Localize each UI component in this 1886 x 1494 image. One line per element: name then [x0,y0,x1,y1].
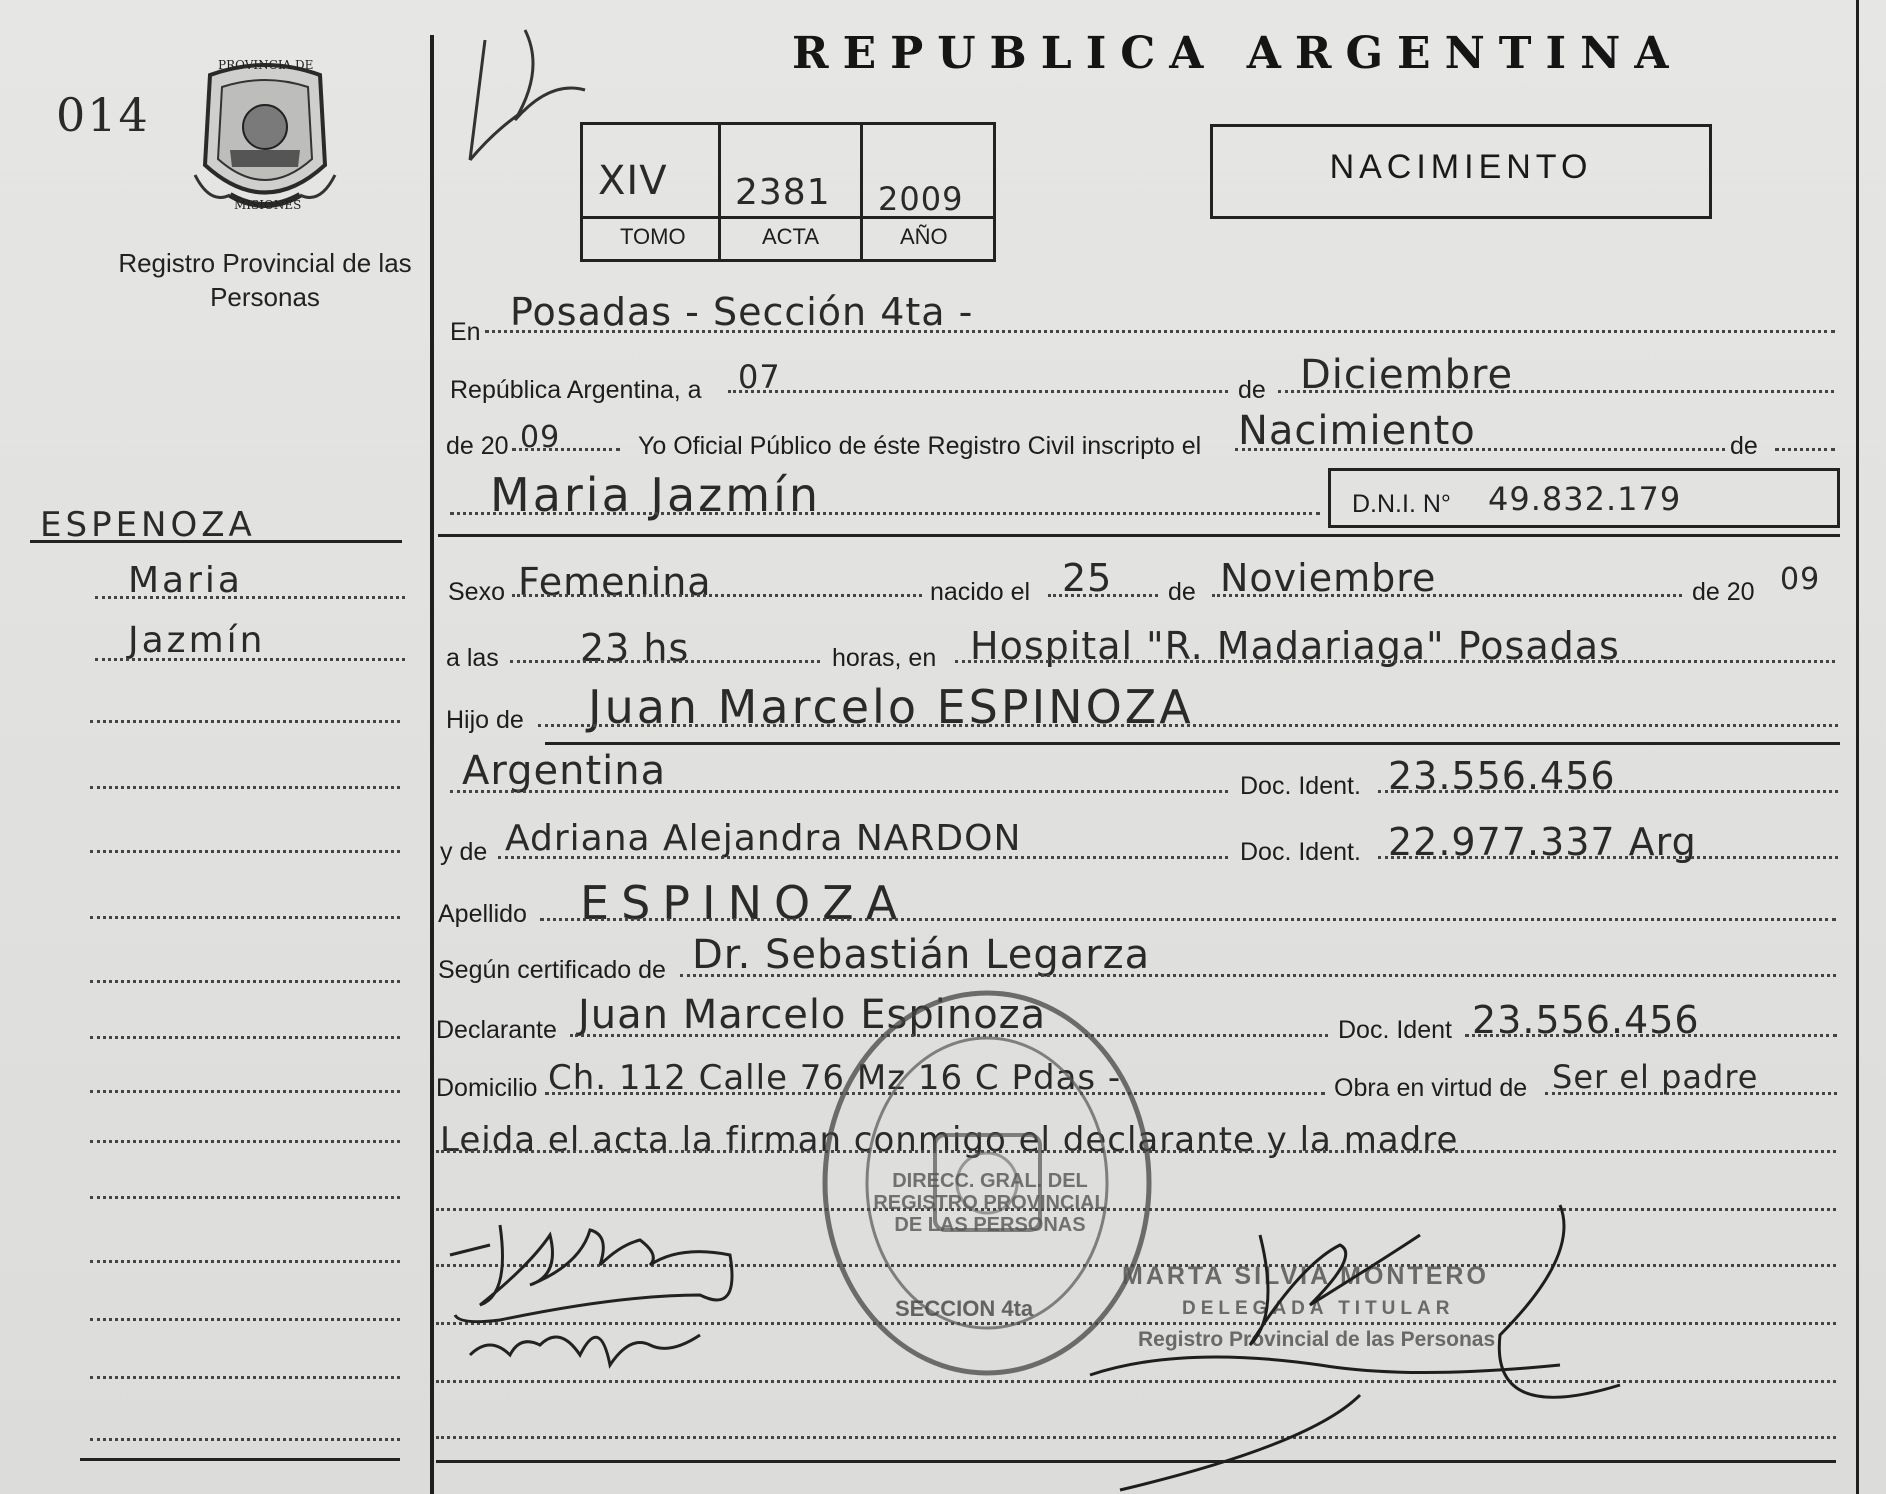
segun-label: Según certificado de [438,956,666,984]
birth-month-line [1212,594,1682,597]
margin-given-name-1: Maria [128,560,243,601]
obra-value: Ser el padre [1552,1058,1759,1096]
official-name: MARTA SILVIA MONTERO [1122,1262,1489,1290]
apellido-line [540,918,1836,921]
seal-text-bottom: MISIONES [234,198,302,212]
declarante-doc-label: Doc. Ident [1338,1016,1452,1044]
year-prefix-label: de 20 [446,432,509,460]
margin-line-13 [90,1318,400,1321]
certificate-line [680,974,1836,977]
father-section-rule [545,742,1840,745]
dni-label: D.N.I. N° [1352,490,1451,518]
official-signature-icon [1060,1195,1630,1494]
obra-label: Obra en virtud de [1334,1074,1528,1102]
nacido-label: nacido el [930,578,1031,606]
mother-name: Adriana Alejandra NARDON [505,818,1022,859]
de-label-3: de [1168,578,1196,606]
place-line [955,660,1835,663]
seal-text-top: PROVINCIA DE [218,58,314,72]
margin-line-6 [90,916,400,919]
mother-doc-label: Doc. Ident. [1240,838,1361,866]
margin-line-4 [90,786,400,789]
child-section-rule [438,534,1840,537]
father-name: Juan Marcelo ESPINOZA [588,680,1194,734]
alas-label: a las [446,644,499,672]
father-nationality: Argentina [462,748,667,794]
de20-label: de 20 [1692,578,1755,606]
domicilio-label: Domicilio [436,1074,538,1102]
declarant-signature-icon [440,1205,750,1385]
margin-line-11 [90,1196,400,1199]
father-doc: 23.556.456 [1388,754,1616,798]
dni-value: 49.832.179 [1488,480,1682,518]
initial-mark-icon [455,10,595,170]
declarante-value: Juan Marcelo Espinoza [578,992,1047,1038]
de-label-2: de [1730,432,1758,460]
inscribed-value: Nacimiento [1238,408,1476,454]
obra-line [1545,1092,1837,1095]
father-doc-line [1378,790,1838,793]
certificate-value: Dr. Sebastián Legarza [692,932,1151,978]
child-name-line [450,512,1320,515]
yde-label: y de [440,838,488,866]
birth-month: Noviembre [1220,556,1437,600]
month-value: Diciembre [1300,352,1514,398]
mother-doc: 22.977.337 Arg [1388,820,1697,864]
margin-line-7 [90,980,400,983]
anio-label: AÑO [900,224,948,249]
document-title: REPUBLICA ARGENTINA [792,28,1683,79]
margin-line-8 [90,1036,400,1039]
mother-doc-line [1378,856,1838,859]
birth-day: 25 [1062,556,1113,600]
hour-value: 23 hs [580,626,690,670]
en-value: Posadas - Sección 4ta - [510,290,974,334]
hour-line [510,660,820,663]
republica-label: República Argentina, a [450,376,702,404]
document-type: NACIMIENTO [1329,148,1593,186]
place-value: Hospital "R. Madariaga" Posadas [970,624,1620,668]
margin-line-12 [90,1260,400,1263]
round-stamp-inner: SECCION 4ta [895,1296,1034,1321]
child-name: Maria Jazmín [490,468,822,522]
hijo-label: Hijo de [446,706,524,734]
registry-name: Registro Provincial de las Personas [118,248,412,312]
de-line-2 [1775,448,1835,451]
acta-value: 2381 [735,172,831,213]
en-label: En [450,318,481,346]
mother-name-line [498,856,1228,859]
margin-bottom-rule [80,1458,400,1461]
margin-line-9 [90,1090,400,1093]
margin-surname: ESPENOZA [40,505,256,545]
father-name-line [538,724,1838,727]
birth-year: 09 [1780,562,1821,597]
day-line [728,390,1228,393]
record-box-divider-1 [718,122,721,262]
apellido-label: Apellido [438,900,527,928]
margin-given-name-2: Jazmín [128,620,266,661]
en-line [485,330,1835,333]
sexo-label: Sexo [448,578,505,606]
round-stamp-text: DIRECC. GRAL. DEL REGISTRO PROVINCIAL DE LAS PERSONAS [873,1170,1107,1236]
document-number: 014 [56,88,150,142]
margin-line-3 [90,720,400,723]
declarante-doc-line [1465,1034,1837,1037]
sexo-line [512,594,922,597]
inscribed-line [1235,448,1725,451]
margin-line-2 [95,658,405,661]
declarante-doc: 23.556.456 [1472,998,1700,1042]
sexo-value: Femenina [518,560,712,604]
day-value: 07 [738,358,781,396]
domicilio-value: Ch. 112 Calle 76 Mz 16 C Pdas - [548,1058,1122,1098]
right-border [1856,0,1859,1494]
birth-day-line [1048,594,1158,597]
declarante-label: Declarante [436,1016,557,1044]
margin-line-5 [90,850,400,853]
horas-label: horas, en [832,644,937,672]
year-value: 09 [520,420,561,455]
margin-line-10 [90,1140,400,1143]
leida-text: Leida el acta la firman conmigo el declarante y la madre [440,1120,1459,1160]
de-label-1: de [1238,376,1266,404]
tomo-value: XIV [598,158,668,204]
month-line [1278,390,1834,393]
anio-value: 2009 [878,180,964,218]
acta-label: ACTA [762,224,820,249]
apellido-value: ESPINOZA [580,876,910,930]
official-registry: Registro Provincial de las Personas [1138,1328,1496,1351]
father-doc-label: Doc. Ident. [1240,772,1361,800]
margin-line-1 [95,596,405,599]
margin-line-15 [90,1438,400,1441]
main-divider [430,35,434,1494]
official-text: Yo Oficial Público de éste Registro Civil inscripto el [638,432,1202,460]
margin-line-14 [90,1376,400,1379]
official-title: DELEGADA TITULAR [1182,1298,1455,1319]
year-line [512,448,620,451]
father-nationality-line [450,790,1228,793]
margin-surname-rule [30,540,402,543]
tomo-label: TOMO [620,224,686,249]
record-box-divider-2 [860,122,863,262]
